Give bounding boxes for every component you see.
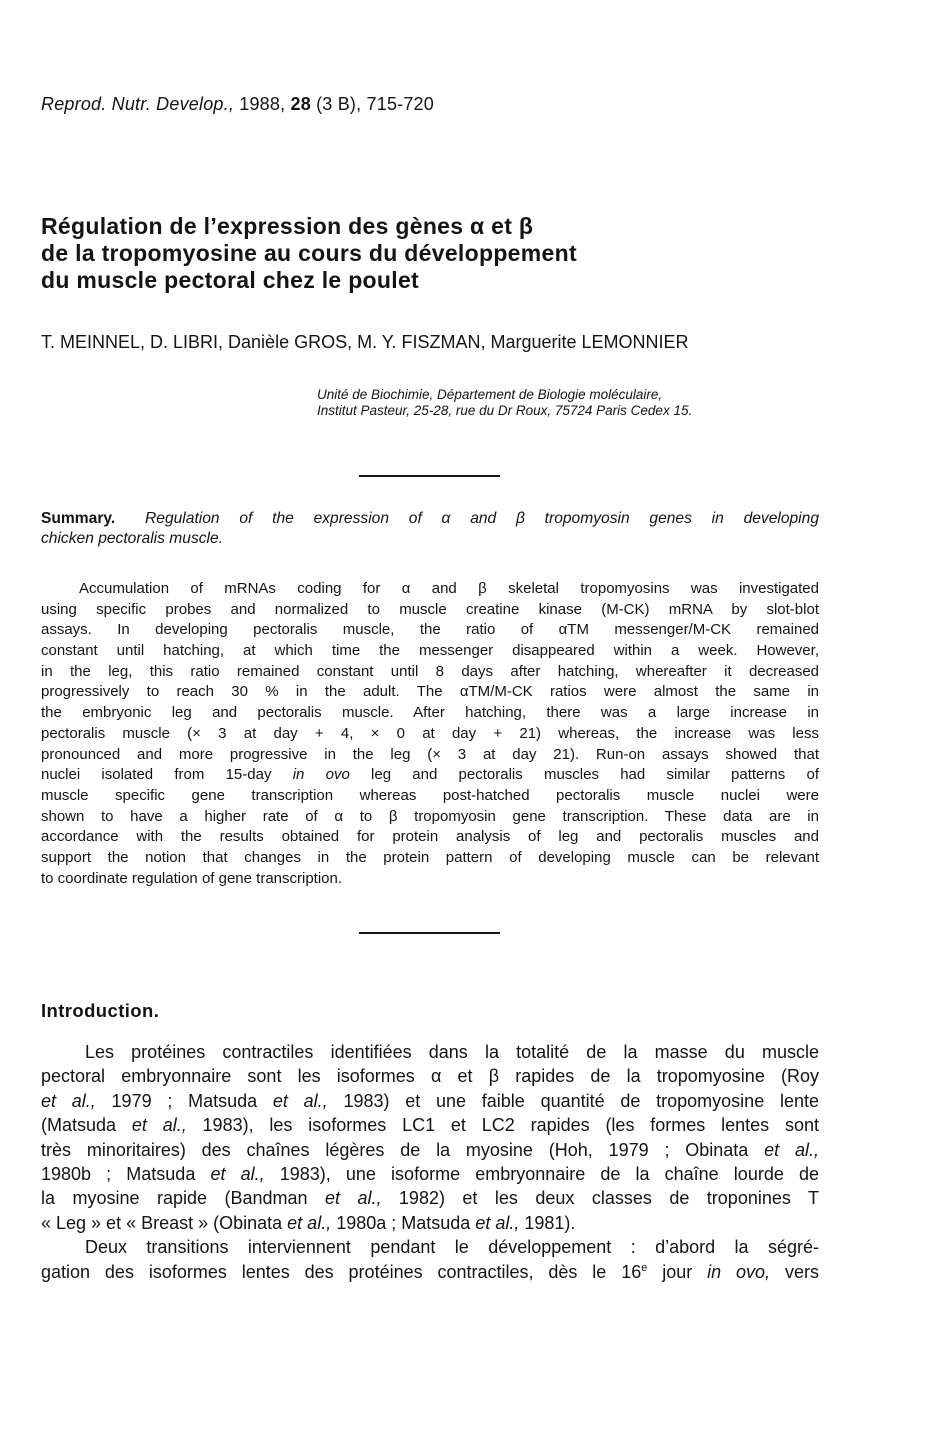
summary-label: Summary. <box>41 510 116 527</box>
intro-text: (Matsuda <box>41 1115 117 1136</box>
abstract-line: accordance with the results obtained for protein analysis of leg and pectoralis muscles and <box>41 828 819 846</box>
section-heading: Introduction. <box>41 1000 160 1021</box>
intro-italic: et al., <box>475 1212 520 1233</box>
intro-text: 1981). <box>524 1212 576 1233</box>
intro-text: 1979 ; Matsuda <box>111 1090 258 1111</box>
introduction-body <box>41 1040 819 1284</box>
abstract-line: muscle specific gene transcription whereas post-hatched pectoralis muscle nuclei were <box>41 786 819 804</box>
abstract-italic: in ovo <box>292 766 350 784</box>
intro-line <box>41 1113 819 1137</box>
affiliation-line: Institut Pasteur, 25-28, rue du Dr Roux, 75724 Paris Cedex 15. <box>317 403 693 418</box>
summary-line <box>41 509 819 529</box>
summary-title: Regulation of the expression of α and β tropomyosin genes in developing <box>145 510 819 527</box>
intro-line <box>41 1138 819 1162</box>
intro-line <box>41 1089 819 1113</box>
abstract <box>41 579 819 889</box>
title-line: du muscle pectoral chez le poulet <box>41 267 419 293</box>
intro-italic: et al., <box>287 1212 332 1233</box>
separator-rule <box>359 932 500 934</box>
intro-text: 1983) et une faible quantité de tropomyosine lente <box>343 1090 819 1111</box>
intro-text: très minoritaires) des chaînes légères de la myosine (Hoh, 1979 ; Obinata <box>41 1139 749 1160</box>
summary-title: chicken pectoralis muscle. <box>41 530 224 547</box>
intro-text: 1982) et les deux classes de troponines T <box>398 1188 819 1209</box>
intro-line <box>41 1162 819 1186</box>
abstract-line: the embryonic leg and pectoralis muscle. After hatching, there was a large increase in <box>41 704 819 722</box>
summary-heading <box>41 509 819 549</box>
intro-text: 1980a ; Matsuda <box>336 1212 471 1233</box>
intro-text: gation des isoformes lentes des protéines contractiles, dès le 16 <box>41 1261 642 1282</box>
abstract-line: constant until hatching, at which time the messenger disappeared within a week. However, <box>41 642 819 660</box>
intro-italic: et al., <box>131 1115 187 1136</box>
journal-reference <box>41 94 434 115</box>
intro-italic: et al., <box>210 1163 265 1184</box>
article-title <box>41 213 801 294</box>
ordinal-superscript: e <box>641 1261 648 1274</box>
intro-italic: et al., <box>764 1139 820 1160</box>
intro-line <box>41 1211 819 1235</box>
intro-line: Les protéines contractiles identifiées dans la totalité de la masse du muscle <box>85 1042 819 1062</box>
intro-text: jour <box>662 1261 693 1282</box>
abstract-line: using specific probes and normalized to muscle creatine kinase (M-CK) mRNA by slot-blot <box>41 600 819 618</box>
abstract-line: to coordinate regulation of gene transcription. <box>41 869 343 887</box>
separator-rule <box>359 475 500 477</box>
title-line: Régulation de l’expression des gènes α et β <box>41 213 534 239</box>
intro-line <box>41 1260 819 1284</box>
intro-line: Deux transitions interviennent pendant le développement : d’abord la ségré- <box>85 1237 819 1258</box>
abstract-line: shown to have a higher rate of α to β tropomyosin gene transcription. These data are in <box>41 807 819 825</box>
abstract-line: assays. In developing pectoralis muscle, the ratio of αTM messenger/M-CK remained <box>41 621 819 639</box>
intro-italic: et al., <box>324 1188 382 1209</box>
intro-italic: in ovo, <box>707 1261 771 1282</box>
journal-name: Reprod. Nutr. Develop., <box>41 94 235 114</box>
abstract-line <box>41 765 819 786</box>
abstract-line: pectoralis muscle (× 3 at day + 4, × 0 at day + 21) whereas, the increase was less <box>41 724 819 742</box>
abstract-line: support the notion that changes in the protein pattern of developing muscle can be relevant <box>41 848 819 866</box>
abstract-line: pronounced and more progressive in the leg (× 3 at day 21). Run-on assays showed that <box>41 745 819 763</box>
journal-volume: 28 <box>290 94 311 114</box>
intro-text: 1980b ; Matsuda <box>41 1163 196 1184</box>
journal-issue-pages: (3 B), 715-720 <box>316 94 434 114</box>
intro-line <box>41 1186 819 1210</box>
affiliation-line: Unité de Biochimie, Département de Biologie moléculaire, <box>317 387 663 402</box>
intro-italic: et al., <box>272 1090 328 1111</box>
abstract-line: in the leg, this ratio remained constant until 8 days after hatching, whereafter it decreased <box>41 662 819 680</box>
intro-text: la myosine rapide (Bandman <box>41 1188 308 1209</box>
intro-text: « Leg » et « Breast » (Obinata <box>41 1212 283 1233</box>
intro-text: 1983), une isoforme embryonnaire de la chaîne lourde de <box>279 1163 819 1184</box>
intro-text: vers <box>784 1261 819 1282</box>
intro-text: 1983), les isoformes LC1 et LC2 rapides (les formes lentes sont <box>202 1115 819 1136</box>
intro-italic: et al., <box>41 1090 96 1111</box>
intro-line: pectoral embryonnaire sont les isoformes α et β rapides de la tropomyosine (Roy <box>41 1066 819 1087</box>
summary-line <box>41 529 819 549</box>
title-line: de la tropomyosine au cours du développement <box>41 240 577 266</box>
author-list: T. MEINNEL, D. LIBRI, Danièle GROS, M. Y. FISZMAN, Marguerite LEMONNIER <box>41 332 689 352</box>
affiliation <box>317 387 692 419</box>
journal-year: 1988, <box>239 94 286 114</box>
abstract-text: nuclei isolated from 15-day <box>41 766 272 784</box>
abstract-line: Accumulation of mRNAs coding for α and β skeletal tropomyosins was investigated <box>79 580 819 597</box>
abstract-text: leg and pectoralis muscles had similar patterns of <box>371 766 819 784</box>
abstract-line: progressively to reach 30 % in the adult. The αTM/M-CK ratios were almost the same in <box>41 683 819 701</box>
